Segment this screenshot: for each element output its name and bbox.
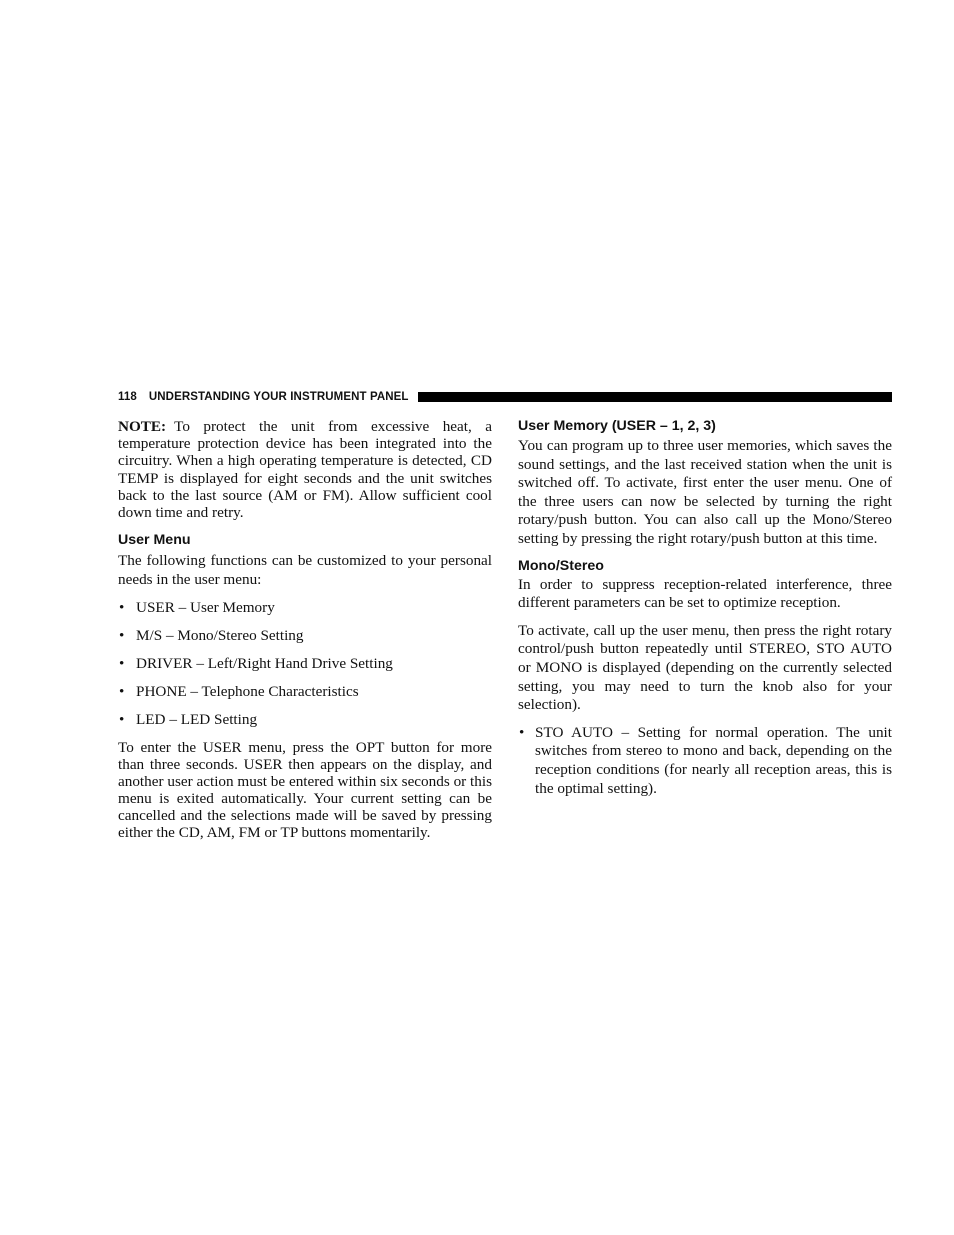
left-column [118,418,492,841]
user-memory-paragraph: You can program up to three user memories, which saves the sound settings, and the last received station when the unit is switched off. To activate, first enter the user menu. One of the three users can now be selected by turning the right rotary/push button. You can also call up the Mono/Stereo setting by pressing the right rotary/push button at this time. [518,437,892,547]
list-item: • LED – LED Setting [119,711,258,729]
bullet-glyph: • [119,655,125,673]
bullet-glyph: • [119,683,125,701]
list-item [518,724,892,798]
list-item: • USER – User Memory [119,599,275,617]
user-menu-intro: The following functions can be customized to your personal needs in the user menu: [118,552,492,589]
bullet-glyph: • [519,723,525,741]
note-label: NOTE: [118,418,167,435]
list-item: • M/S – Mono/Stereo Setting [119,627,304,645]
mono-stereo-activate: To activate, call up the user menu, then press the right rotary control/push button repeatedly until STEREO, STO AUTO or MONO is displayed (depending on the currently selected setting, you may need to turn the knob also for your selection). [518,621,892,714]
right-column [518,418,892,798]
note-paragraph [118,418,492,521]
bullet-glyph: • [119,627,125,645]
bullet-glyph: • [119,599,125,617]
mono-stereo-intro: In order to suppress reception-related interference, three different parameters can be set to optimize reception. [518,575,892,612]
mono-stereo-heading: Mono/Stereo [518,557,604,574]
header-rule-bar [418,392,892,402]
bullet-glyph: • [119,711,125,729]
user-memory-heading: User Memory (USER – 1, 2, 3) [518,418,716,434]
section-title: UNDERSTANDING YOUR INSTRUMENT PANEL [148,391,409,403]
sto-auto-text: STO AUTO – Setting for normal operation. The unit switches from stereo to mono and back, depending on the reception conditions (for nearly all reception areas, this is the optimal setting). [535,723,892,797]
page-number: 118 [118,391,137,403]
list-item: • DRIVER – Left/Right Hand Drive Setting [119,655,393,673]
user-menu-list [118,599,492,728]
enter-user-menu-paragraph: To enter the USER menu, press the OPT button for more than three seconds. USER then appears on the display, and another user action must be entered within six seconds or this menu is exited automatically. Your current setting can be cancelled and the selections made will be saved by pressing either the CD, AM, FM or TP buttons momentarily. [118,739,492,842]
note-text: To protect the unit from excessive heat, a temperature protection device has been integrated into the circuitry. When a high operating temperature is detected, CD TEMP is displayed for eight seconds and the unit switches back to the last source (AM or FM). Allow sufficient cool down time and retry. [118,418,492,522]
page-header [118,389,892,405]
user-menu-heading: User Menu [118,532,191,549]
list-item: • PHONE – Telephone Characteristics [119,683,359,701]
